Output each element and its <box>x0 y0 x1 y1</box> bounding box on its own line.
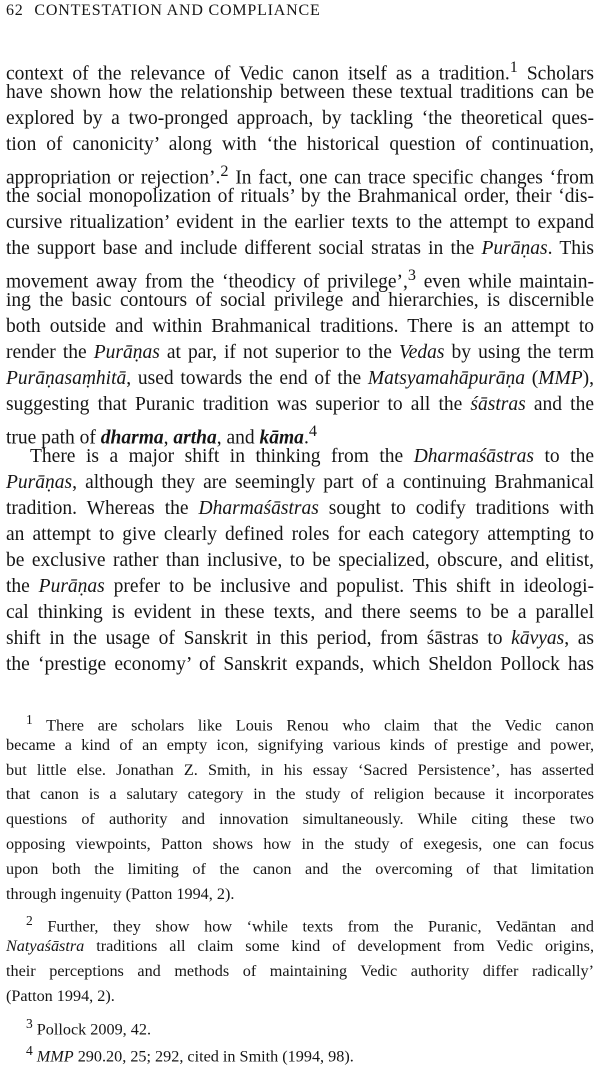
body-text-line: movement away from the ‘theodicy of privilege’,$^3$ even while maintain- <box>6 266 594 293</box>
footnote-line: $^3$ Pollock 2009, 42. <box>26 1015 152 1038</box>
footnote-line: their perceptions and methods of maintaining Vedic authority differ radically’ <box>6 961 594 980</box>
body-text-line: an attempt to give clearly defined roles for each category attempting to <box>6 524 594 545</box>
body-text-line: cal thinking is evident in these texts, and there seems to be a parallel <box>6 602 594 623</box>
footnotes <box>6 708 594 1064</box>
body-text-line: tradition. Whereas the Dharmaśāstras sought to codify traditions with <box>6 498 594 519</box>
footnote-line: questions of authority and innovation simultaneously. While citing these two <box>6 810 594 829</box>
footnote-line: became a kind of an empty icon, signifying various kinds of prestige and power, <box>6 735 594 754</box>
footnote-line: through ingenuity (Patton 1994, 2). <box>6 884 235 903</box>
body-text-line: both outside and within Brahmanical traditions. There is an attempt to <box>6 316 594 337</box>
body-text-line: tion of canonicity’ along with ‘the historical question of continuation, <box>6 134 594 155</box>
body-text-line: shift in the usage of Sanskrit in this period, from śāstras to kāvyas, as <box>6 628 595 649</box>
body-text-line: appropriation or rejection’.$^2$ In fact, one can trace specific changes ‘from <box>6 162 594 189</box>
footnote-line: that canon is a salutary category in the study of religion because it incorporates <box>6 785 594 804</box>
body-text-line: suggesting that Puranic tradition was superior to all the śāstras and the <box>6 394 594 415</box>
body-text-line: There is a major shift in thinking from the Dharmaśāstras to the <box>30 446 594 467</box>
footnote-line: Natyaśāstra traditions all claim some kind of development from Vedic origins, <box>6 937 594 956</box>
body-text-line: render the Purāṇas at par, if not superior to the Vedas by using the term <box>6 342 594 363</box>
main-text <box>6 54 594 678</box>
body-text-line: the ‘prestige economy’ of Sanskrit expands, which Sheldon Pollock has <box>6 654 594 675</box>
body-text-line: be exclusive rather than inclusive, to be specialized, obscure, and elitist, <box>6 550 594 571</box>
running-title: CONTESTATION AND COMPLIANCE <box>34 2 321 19</box>
body-text-line: context of the relevance of Vedic canon itself as a tradition.$^1$ Scholars <box>6 58 594 85</box>
footnote-line: $^4$ MMP 290.20, 25; 292, cited in Smith (1994, 98). <box>26 1043 354 1066</box>
body-text-line: the social monopolization of rituals’ by the Brahmanical order, their ‘dis- <box>6 186 594 207</box>
body-text-line: cursive ritualization’ evident in the earlier texts to the attempt to expand <box>6 212 594 233</box>
footnote-line: but little else. Jonathan Z. Smith, in his essay ‘Sacred Persistence’, has asserted <box>6 760 594 779</box>
body-text-line: have shown how the relationship between these textual traditions can be <box>6 82 594 103</box>
body-text-line: Purāṇas, although they are seemingly part of a continuing Brahmanical <box>6 472 594 493</box>
footnote-line: $^2$ Further, they show how ‘while texts from the Puranic, Vedāntan and <box>26 913 594 936</box>
body-text-line: the support base and include different social stratas in the Purāṇas. This <box>6 238 594 259</box>
body-text-line: explored by a two-pronged approach, by tackling ‘the theoretical ques- <box>6 108 594 129</box>
footnote-line: upon both the limiting of the canon and the overcoming of that limitation <box>6 859 594 878</box>
body-text-line: the Purāṇas prefer to be inclusive and populist. This shift in ideologi- <box>6 576 594 597</box>
footnote-line: (Patton 1994, 2). <box>6 986 115 1005</box>
page-number: 62 <box>6 2 24 19</box>
running-head <box>6 2 321 20</box>
footnote-line: $^1$ There are scholars like Louis Renou who claim that the Vedic canon <box>26 712 594 735</box>
footnote-line: opposing viewpoints, Patton shows how in the study of exegesis, one can focus <box>6 834 594 853</box>
body-text-line: ing the basic contours of social privilege and hierarchies, is discernible <box>6 290 594 311</box>
body-text-line: true path of dharma, artha, and kāma.$^4$ <box>6 422 317 449</box>
body-text-line: Purāṇasaṃhitā, used towards the end of the Matsyamahāpurāṇa (MMP), <box>6 368 594 389</box>
